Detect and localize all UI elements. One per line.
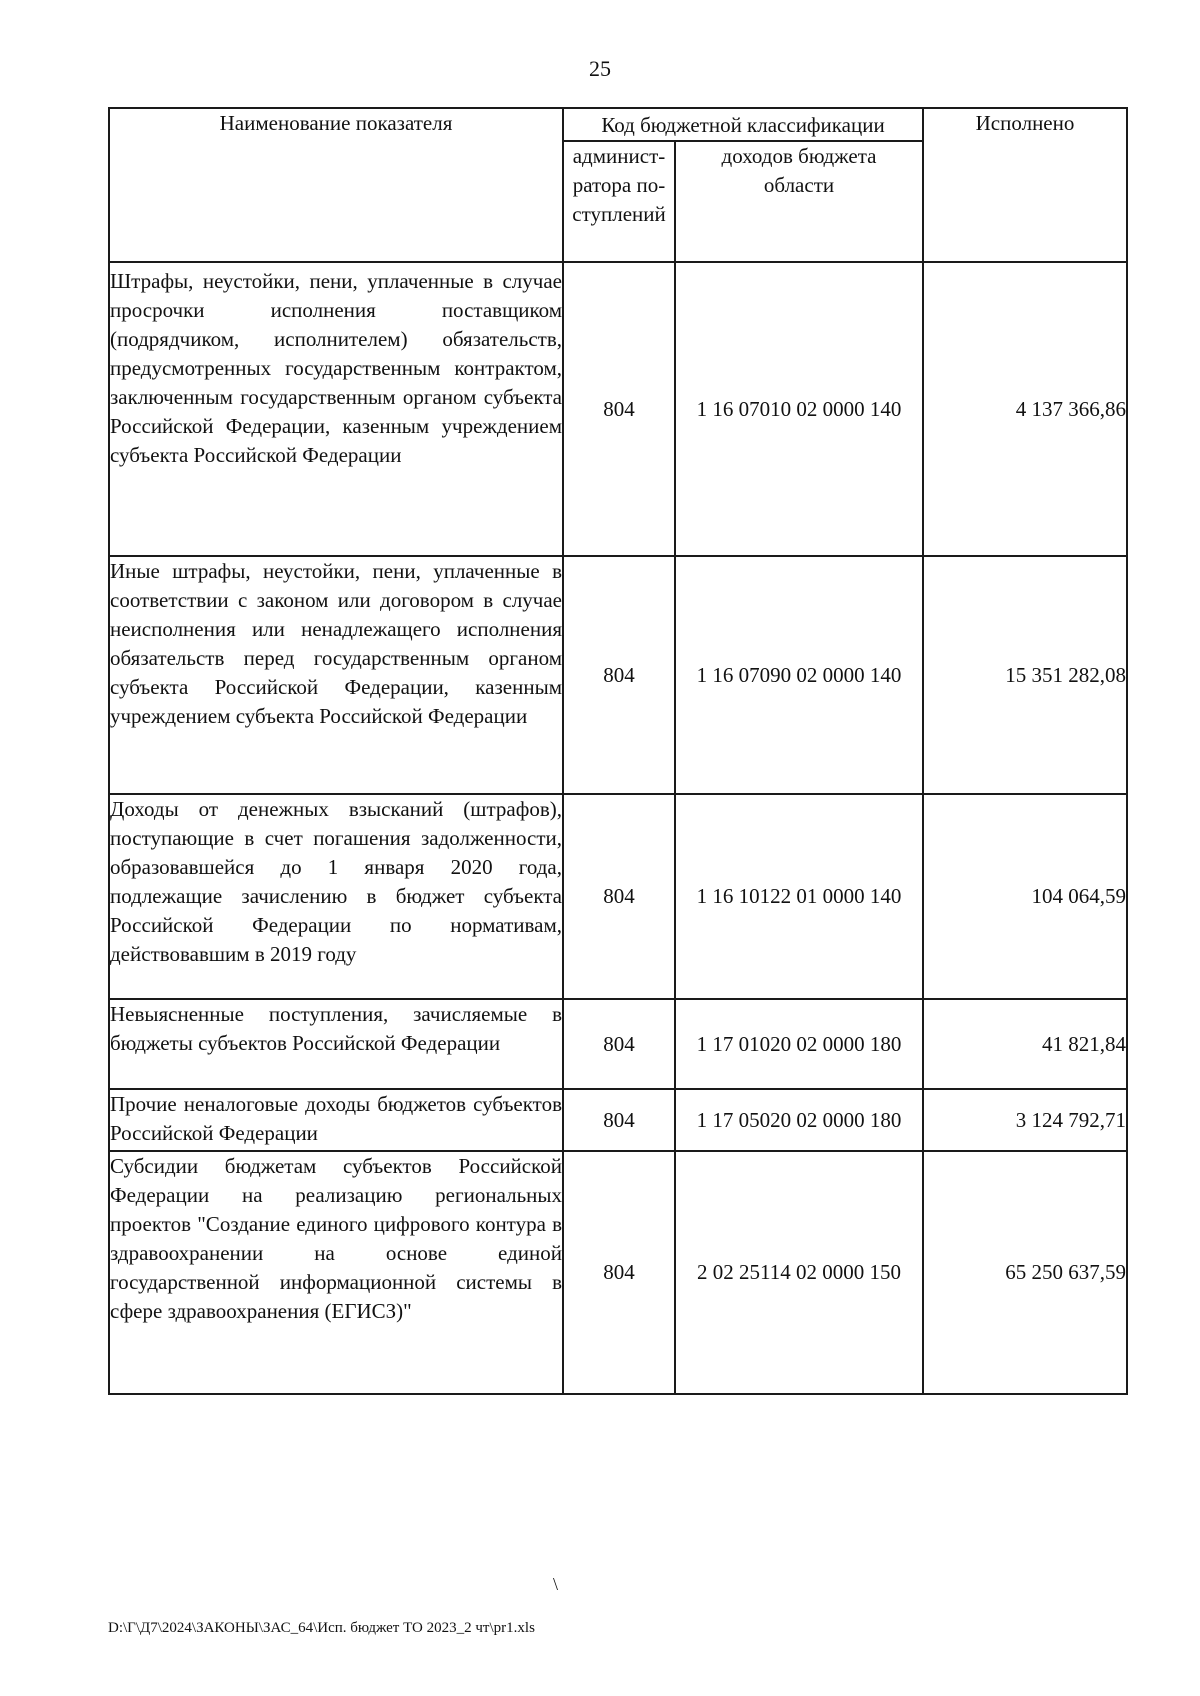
table-row xyxy=(109,556,1127,794)
header-revenue-code: доходов бюджета области xyxy=(675,141,923,262)
page-number: 25 xyxy=(589,56,611,81)
row-amount: 65 250 637,59 xyxy=(923,1151,1127,1394)
table-body xyxy=(109,262,1127,1394)
row-amount: 41 821,84 xyxy=(923,999,1127,1089)
table-row xyxy=(109,1089,1127,1151)
header-executed: Исполнено xyxy=(923,108,1127,262)
header-admin-code: админист- ратора по- ступлений xyxy=(563,141,675,262)
stray-mark: \ xyxy=(553,1574,559,1594)
row-name: Невыясненные поступления, зачисляемые в бюджеты субъектов Российской Федерации xyxy=(109,999,563,1089)
row-admin-code: 804 xyxy=(563,794,675,999)
row-name: Иные штрафы, неустойки, пени, уплаченные в соответствии с законом или договором в случае неисполнения или ненадлежащего исполнения обязательств перед государственным органом субъекта Российской Федерации, казенным учреждением субъекта Российской Федерации xyxy=(109,556,563,794)
row-revenue-code: 1 16 07010 02 0000 140 xyxy=(675,262,923,556)
table-row xyxy=(109,794,1127,999)
row-revenue-code: 1 16 10122 01 0000 140 xyxy=(675,794,923,999)
header-indicator-name: Наименование показателя xyxy=(109,108,563,262)
header-budget-code: Код бюджетной классификации xyxy=(563,108,923,141)
row-name: Штрафы, неустойки, пени, уплаченные в случае просрочки исполнения поставщиком (подрядчиком, исполнителем) обязательств, предусмотренных государственным контрактом, заключенным государственным органом субъекта Российской Федерации, казенным учреждением субъекта Российской Федерации xyxy=(109,262,563,556)
table-header xyxy=(109,108,1127,262)
row-admin-code: 804 xyxy=(563,556,675,794)
table-row xyxy=(109,262,1127,556)
row-revenue-code: 1 16 07090 02 0000 140 xyxy=(675,556,923,794)
table-row xyxy=(109,999,1127,1089)
footer-file-path: D:\Г\Д7\2024\ЗАКОНЫ\ЗАС_64\Исп. бюджет ТО 2023_2 чт\pr1.xls xyxy=(108,1620,535,1636)
table-row xyxy=(109,1151,1127,1394)
row-admin-code: 804 xyxy=(563,999,675,1089)
row-name: Субсидии бюджетам субъектов Российской Федерации на реализацию региональных проектов "Создание единого цифрового контура в здравоохранении на основе единой государственной информационной системы в сфере здравоохранения (ЕГИСЗ)" xyxy=(109,1151,563,1394)
row-revenue-code: 1 17 01020 02 0000 180 xyxy=(675,999,923,1089)
row-revenue-code: 1 17 05020 02 0000 180 xyxy=(675,1089,923,1151)
row-amount: 4 137 366,86 xyxy=(923,262,1127,556)
row-amount: 104 064,59 xyxy=(923,794,1127,999)
row-admin-code: 804 xyxy=(563,1151,675,1394)
row-admin-code: 804 xyxy=(563,1089,675,1151)
row-admin-code: 804 xyxy=(563,262,675,556)
row-revenue-code: 2 02 25114 02 0000 150 xyxy=(675,1151,923,1394)
row-amount: 3 124 792,71 xyxy=(923,1089,1127,1151)
row-name: Доходы от денежных взысканий (штрафов), поступающие в счет погашения задолженности, образовавшейся до 1 января 2020 года, подлежащие зачислению в бюджет субъекта Российской Федерации по нормативам, действовавшим в 2019 году xyxy=(109,794,563,999)
row-name: Прочие неналоговые доходы бюджетов субъектов Российской Федерации xyxy=(109,1089,563,1151)
budget-table xyxy=(108,107,1128,1395)
row-amount: 15 351 282,08 xyxy=(923,556,1127,794)
